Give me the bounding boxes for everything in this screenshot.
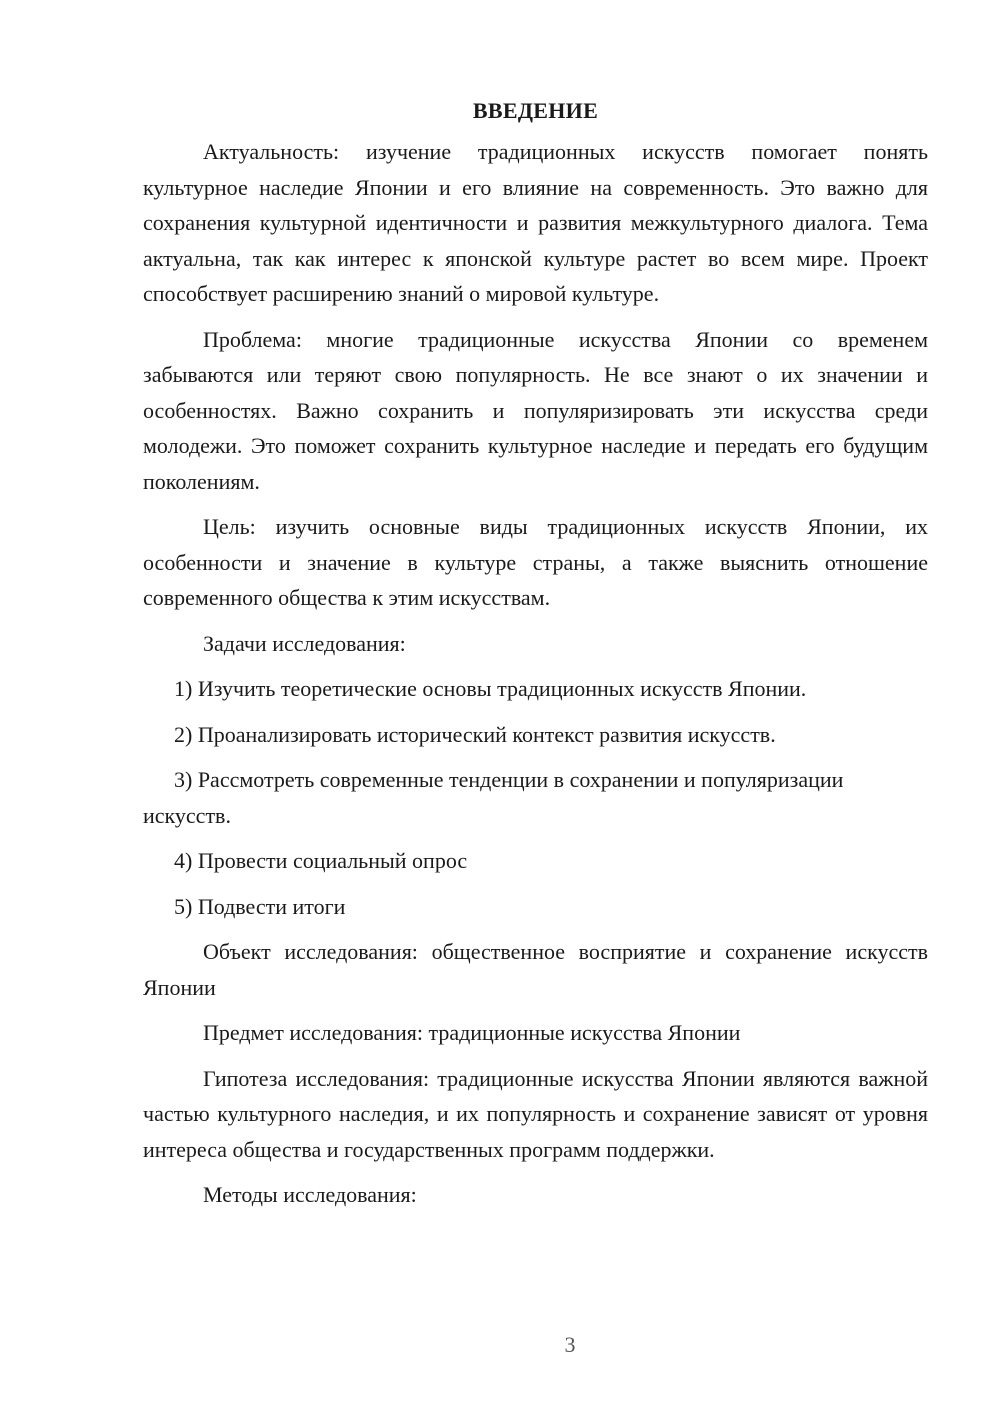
list-item-task-1: 1) Изучить теоретические основы традиционных искусств Японии. — [174, 676, 807, 701]
paragraph-subject: Предмет исследования: традиционные искусства Японии — [203, 1020, 741, 1045]
page-number: 3 — [564, 1332, 576, 1357]
page-title: ВВЕДЕНИЕ — [472, 98, 599, 123]
list-item-task-5: 5) Подвести итоги — [174, 893, 346, 919]
list-item-task-4: 4) Провести социальный опрос — [174, 848, 468, 873]
tasks-title: Задачи исследования: — [203, 630, 406, 656]
paragraph-goal: Цель: изучить основные виды традиционных искусств Японии, их особенности и значение в культуре страны, а также выяснить отношение современного общества к этим искусствам. — [143, 514, 928, 610]
paragraph-hypothesis: Гипотеза исследования: традиционные искусства Японии являются важной частью культурного наследия, и их популярность и сохранение зависят от уровня интереса общества и государственных программ поддержки. — [143, 1065, 928, 1162]
paragraph-object: Объект исследования: общественное восприятие и сохранение искусств Японии — [143, 939, 928, 1000]
methods-title: Методы исследования: — [203, 1182, 417, 1207]
paragraph-relevance: Актуальность: изучение традиционных искусств помогает понять культурное наследие Японии и его влияние на современность. Это важно для сохранения культурной идентичности и развития межкультурного диалога. Тема актуальна, так как интерес к японской культуре растет во всем мире. Проект способствует расширению знаний о мировой культуре. — [143, 139, 928, 306]
list-item-task-2: 2) Проанализировать исторический контекст развития искусств. — [174, 721, 776, 747]
paragraph-problem: Проблема: многие традиционные искусства Японии со временем забываются или теряют свою популярность. Не все знают о их значении и особенностях. Важно сохранить и популяризировать эти искусства среди молодежи. Это поможет сохранить культурное наследие и передать его будущим поколениям. — [143, 326, 928, 494]
list-item-task-3: 3) Рассмотреть современные тенденции в сохранении и популяризации искусств. — [143, 767, 844, 828]
page-content — [143, 93, 928, 1223]
